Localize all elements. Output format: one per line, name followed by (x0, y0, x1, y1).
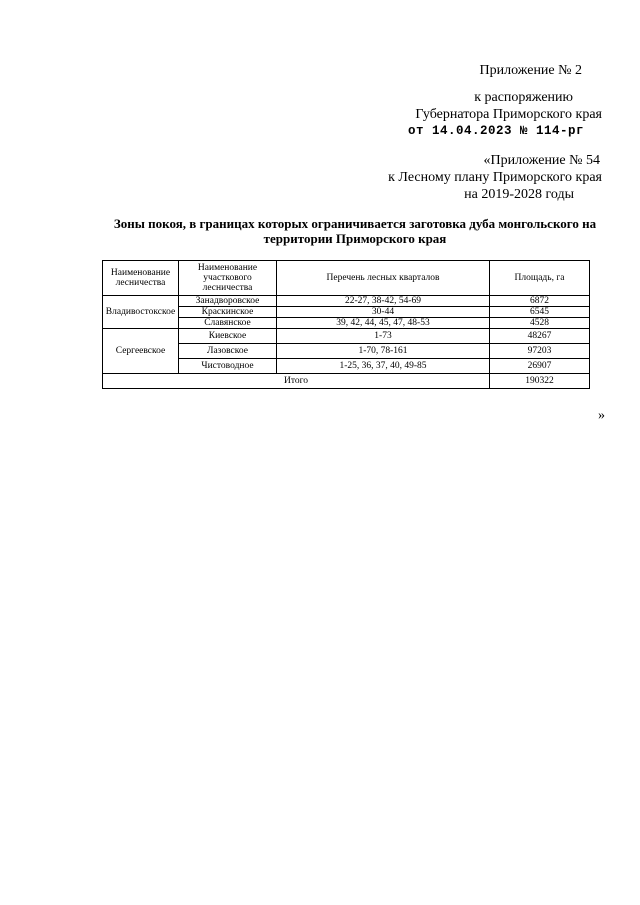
inner-appendix-years-block (464, 186, 574, 203)
date-block (408, 123, 584, 140)
district-cell: Славянское (179, 318, 277, 329)
governor-line: Губернатора Приморского края (415, 107, 602, 122)
header-district: Наименование участкового лесничества (179, 261, 277, 296)
inner-appendix-plan-block (388, 169, 602, 186)
header-forestry: Наименование лесничества (103, 261, 179, 296)
inner-appendix-title-block (484, 152, 601, 169)
forestry-cell: Сергеевское (103, 329, 179, 374)
district-cell: Чистоводное (179, 359, 277, 374)
header-quarters: Перечень лесных кварталов (277, 261, 490, 296)
district-cell: Киевское (179, 329, 277, 344)
quarters-cell: 1-25, 36, 37, 40, 49-85 (277, 359, 490, 374)
area-cell: 97203 (490, 344, 590, 359)
quarters-cell: 39, 42, 44, 45, 47, 48-53 (277, 318, 490, 329)
header-area: Площадь, га (490, 261, 590, 296)
quarters-cell: 22-27, 38-42, 54-69 (277, 296, 490, 307)
order-reference: к распоряжению (474, 90, 573, 105)
table-header-row (103, 261, 590, 296)
area-cell: 4528 (490, 318, 590, 329)
table-row (103, 296, 590, 307)
forestry-cell: Владивостокское (103, 296, 179, 329)
rest-zones-table (102, 260, 590, 389)
quarters-cell: 1-73 (277, 329, 490, 344)
table-row (103, 329, 590, 344)
inner-appendix-years: на 2019-2028 годы (464, 187, 574, 202)
district-cell: Краскинское (179, 307, 277, 318)
area-cell: 6545 (490, 307, 590, 318)
quarters-cell: 30-44 (277, 307, 490, 318)
district-cell: Занадворовское (179, 296, 277, 307)
document-heading: Зоны покоя, в границах которых ограничивается заготовка дуба монгольского на территории Приморского края (113, 216, 597, 246)
inner-appendix-plan: к Лесному плану Приморского края (388, 170, 602, 185)
area-cell: 48267 (490, 329, 590, 344)
inner-appendix-title: «Приложение № 54 (483, 153, 600, 168)
closing-quote: » (598, 408, 605, 423)
total-label: Итого (103, 374, 490, 389)
order-block (474, 89, 573, 106)
date-number-line: от 14.04.2023 № 114-рг (407, 124, 584, 138)
district-cell: Лазовское (179, 344, 277, 359)
quarters-cell: 1-70, 78-161 (277, 344, 490, 359)
appendix-block (480, 62, 583, 79)
area-cell: 6872 (490, 296, 590, 307)
total-value: 190322 (490, 374, 590, 389)
total-row (103, 374, 590, 389)
appendix-title: Приложение № 2 (479, 63, 582, 78)
governor-block (415, 106, 602, 123)
area-cell: 26907 (490, 359, 590, 374)
